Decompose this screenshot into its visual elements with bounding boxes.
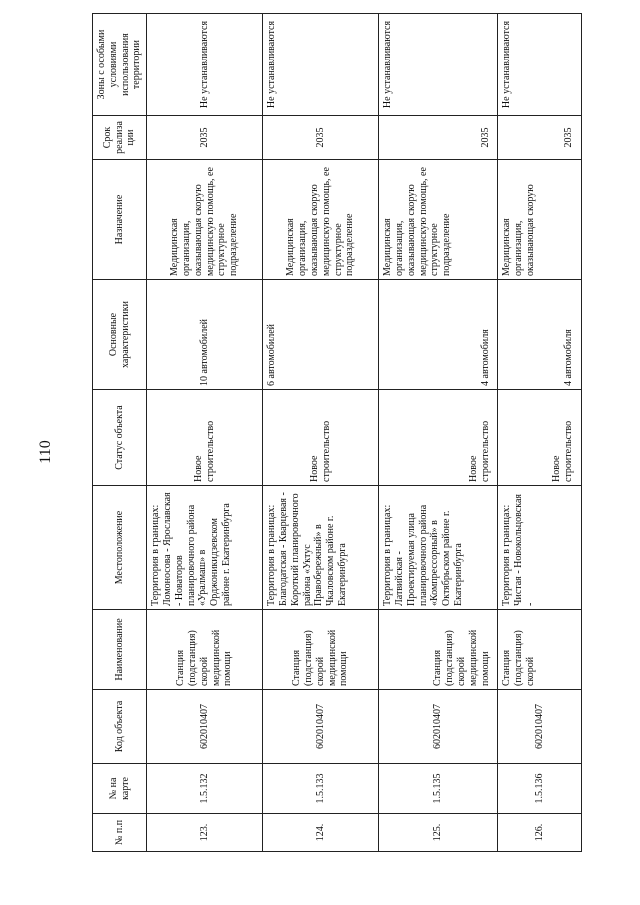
- rotated-table-container: [92, 14, 582, 852]
- cell-code: 602010407: [498, 690, 582, 764]
- cell-term: 2035: [498, 116, 582, 160]
- cell-zones: Не устанавливаются: [498, 14, 582, 116]
- table-header-row: [93, 14, 147, 852]
- header-location: Местоположение: [93, 486, 147, 610]
- cell-map-no: 1.5.132: [147, 764, 263, 814]
- cell-code: 602010407: [379, 690, 498, 764]
- cell-map-no: 1.5.135: [379, 764, 498, 814]
- header-term: Срок реализации: [93, 116, 147, 160]
- page-number: 110: [37, 440, 54, 464]
- cell-zones: Не устанавливаются: [263, 14, 379, 116]
- cell-num: 125.: [379, 814, 498, 852]
- cell-purpose: Медицинская организация, оказывающая скорую медицинскую помощь, ее структурное подразделение: [379, 160, 498, 280]
- cell-location: Территория в границах: Чистая - Новокольцовская -: [498, 486, 582, 610]
- cell-purpose: Медицинская организация, оказывающая скорую медицинскую помощь, ее структурное подразделение: [263, 160, 379, 280]
- cell-status: Новое строительство: [379, 390, 498, 486]
- cell-name: Станция (подстанция) скорой: [498, 610, 582, 690]
- cell-status: Новое строительство: [498, 390, 582, 486]
- table-row: [263, 14, 379, 852]
- cell-code: 602010407: [263, 690, 379, 764]
- table-row: [498, 14, 582, 852]
- cell-name: Станция (подстанция) скорой медицинской помощи: [379, 610, 498, 690]
- cell-location: Территория в границах: Ломоносова - Ярославская - Новаторов планировочного района «Уралмаш» в Орджоникидзевском районе г. Екатеринбурга: [147, 486, 263, 610]
- cell-purpose: Медицинская организация, оказывающая скорую: [498, 160, 582, 280]
- header-code: Код объекта: [93, 690, 147, 764]
- cell-num: 124.: [263, 814, 379, 852]
- header-purpose: Назначение: [93, 160, 147, 280]
- cell-characteristics: 10 автомобилей: [147, 280, 263, 390]
- cell-location: Территория в границах: Благодатская - Кварцевая - Короткий планировочного района «Уктус Правобережный» в Чкаловском районе г. Екатеринбурга: [263, 486, 379, 610]
- cell-status: Новое строительство: [263, 390, 379, 486]
- table-row: [147, 14, 263, 852]
- cell-status: Новое строительство: [147, 390, 263, 486]
- table-row: [379, 14, 498, 852]
- cell-map-no: 1.5.136: [498, 764, 582, 814]
- header-name: Наименование: [93, 610, 147, 690]
- cell-name: Станция (подстанция) скорой медицинской помощи: [147, 610, 263, 690]
- header-status: Статус объекта: [93, 390, 147, 486]
- cell-term: 2035: [263, 116, 379, 160]
- objects-table: [92, 13, 582, 852]
- cell-location: Территория в границах: Латвийская - Проектируемая улица планировочного района «Компрессорный» в Октябрьском районе г. Екатеринбурга: [379, 486, 498, 610]
- cell-term: 2035: [147, 116, 263, 160]
- header-zones: Зоны с особыми условиями использования территории: [93, 14, 147, 116]
- header-characteristics: Основные характеристики: [93, 280, 147, 390]
- cell-num: 126.: [498, 814, 582, 852]
- cell-code: 602010407: [147, 690, 263, 764]
- cell-num: 123.: [147, 814, 263, 852]
- header-map-no: № на карте: [93, 764, 147, 814]
- cell-purpose: Медицинская организация, оказывающая скорую медицинскую помощь, ее структурное подразделение: [147, 160, 263, 280]
- header-num: № п.п: [93, 814, 147, 852]
- cell-name: Станция (подстанция) скорой медицинской помощи: [263, 610, 379, 690]
- cell-characteristics: 4 автомобиля: [498, 280, 582, 390]
- cell-characteristics: 6 автомобилей: [263, 280, 379, 390]
- cell-zones: Не устанавливаются: [147, 14, 263, 116]
- cell-term: 2035: [379, 116, 498, 160]
- cell-map-no: 1.5.133: [263, 764, 379, 814]
- cell-characteristics: 4 автомобиля: [379, 280, 498, 390]
- cell-zones: Не устанавливаются: [379, 14, 498, 116]
